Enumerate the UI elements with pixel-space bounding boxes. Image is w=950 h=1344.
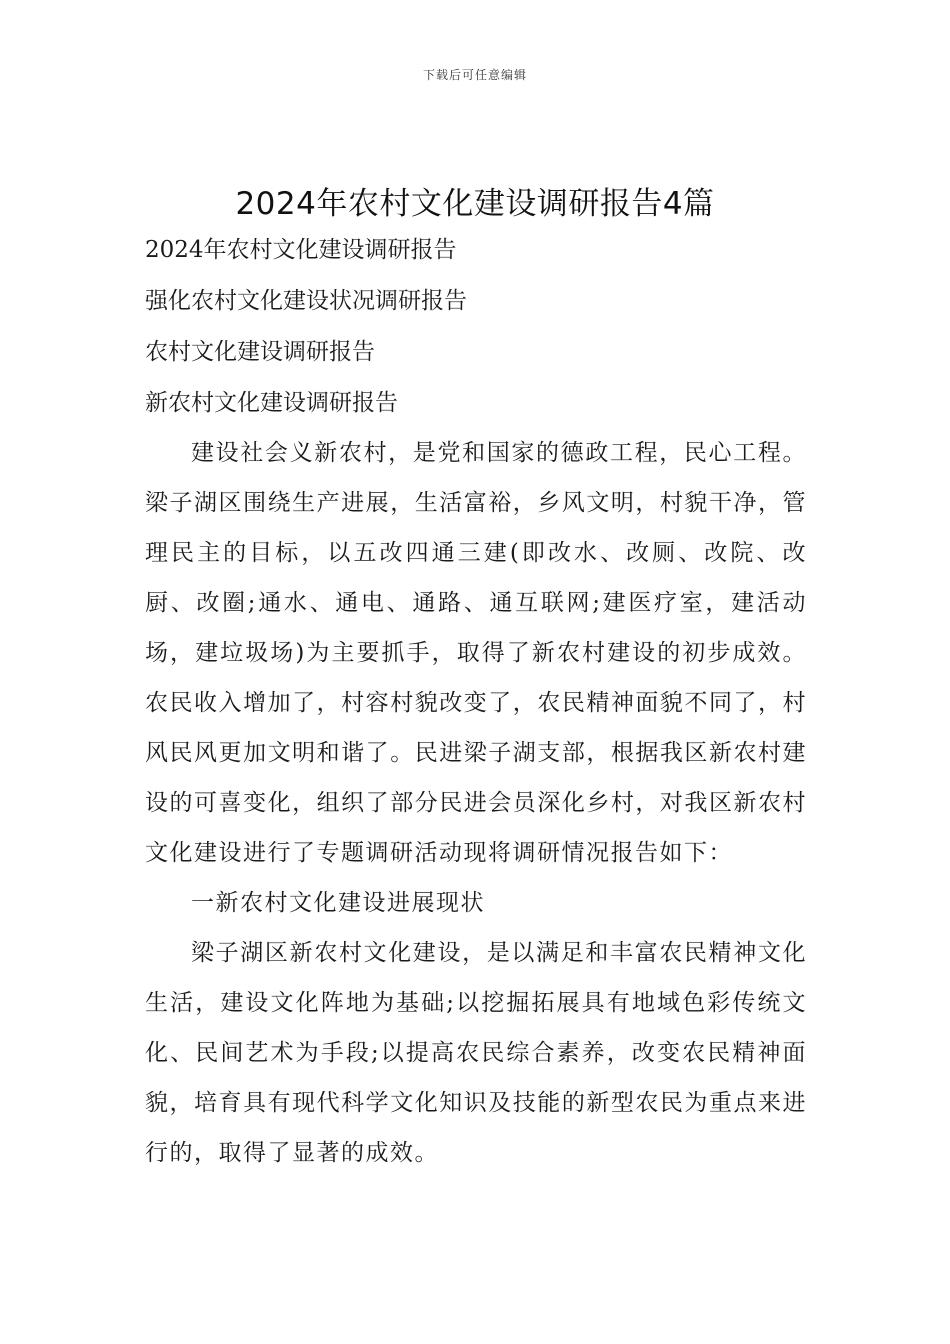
toc-item: 强化农村文化建设状况调研报告 — [145, 288, 467, 314]
toc-item: 新农村文化建设调研报告 — [145, 390, 398, 416]
body-paragraph: 梁子湖区新农村文化建设，是以满足和丰富农民精神文化生活，建设文化阵地为基础;以挖掘拓展具有地域色彩传统文化、民间艺术为手段;以提高农民综合素养，改变农民精神面貌，培育具有现代科学文化知识及技能的新型农民为重点来进行的，取得了显著的成效。 — [145, 940, 807, 1166]
intro-paragraph: 建设社会义新农村，是党和国家的德政工程，民心工程。梁子湖区围绕生产进展，生活富裕，乡风文明，村貌干净，管理民主的目标，以五改四通三建(即改水、改厕、改院、改厨、改圈;通水、通电、通路、通互联网;建医疗室，建活动场，建垃圾场)为主要抓手，取得了新农村建设的初步成效。农民收入增加了，村容村貌改变了，农民精神面貌不同了，村风民风更加文明和谐了。民进梁子湖支部，根据我区新农村建设的可喜变化，组织了部分民进会员深化乡村，对我区新农村文化建设进行了专题调研活动现将调研情况报告如下： — [145, 440, 807, 866]
header-note: 下载后可任意编辑 — [422, 68, 527, 82]
section-heading: 一新农村文化建设进展现状 — [191, 890, 485, 916]
toc-item: 农村文化建设调研报告 — [145, 339, 375, 365]
body-text — [145, 428, 807, 1178]
toc-item: 2024年农村文化建设调研报告 — [145, 237, 457, 263]
document-title: 2024年农村文化建设调研报告4篇 — [235, 186, 715, 222]
table-of-contents — [145, 232, 825, 436]
